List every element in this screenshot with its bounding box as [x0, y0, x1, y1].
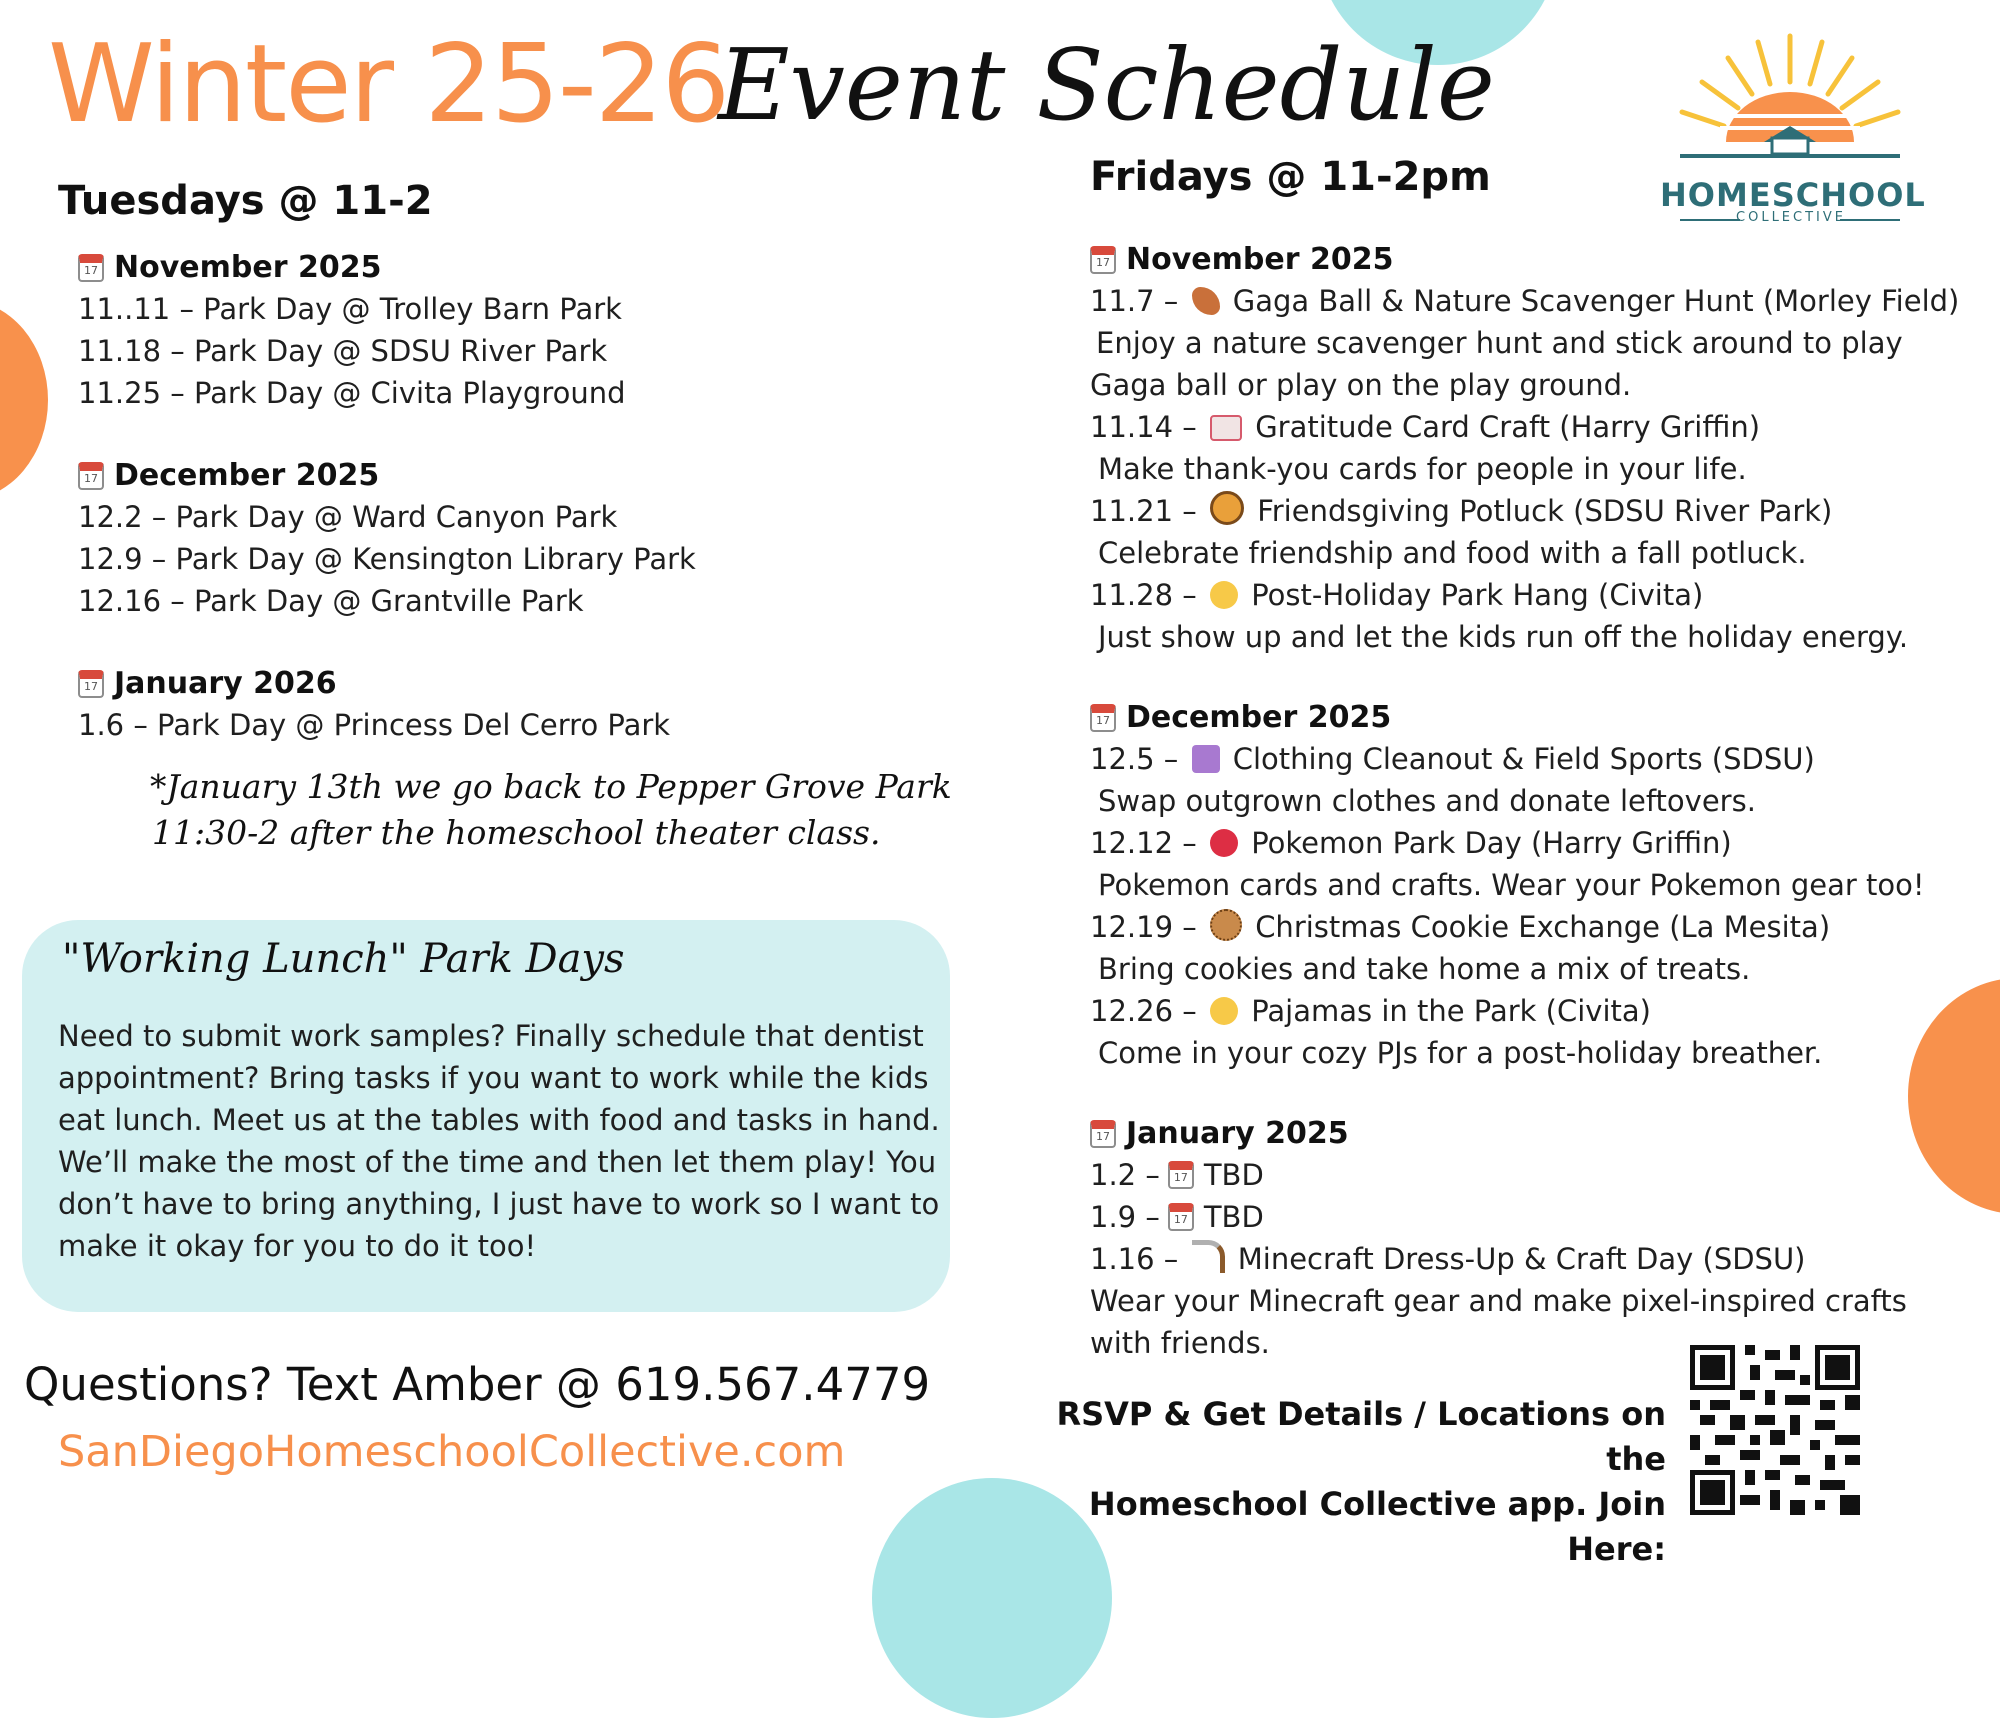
- fri-month-january: [1090, 1116, 1349, 1151]
- event-date: 11.21 –: [1090, 494, 1197, 528]
- event-item: [1090, 490, 1832, 532]
- tuesdays-heading: Tuesdays @ 11-2: [58, 178, 433, 224]
- leaves-icon: [1192, 287, 1220, 315]
- event-date: 1.9 –: [1090, 1200, 1160, 1234]
- event-title: Post-Holiday Park Hang (Civita): [1251, 578, 1704, 612]
- event-title: TBD: [1203, 1158, 1264, 1192]
- logo-wordmark: HOMESCHOOL: [1660, 176, 1926, 214]
- fri-month-december: [1090, 700, 1391, 735]
- decor-circle-left-orange: [0, 300, 48, 500]
- event-item: [1090, 990, 1651, 1032]
- event-description: Celebrate friendship and food with a fall potluck.: [1098, 536, 1807, 570]
- list-item: 12.9 – Park Day @ Kensington Library Park: [78, 542, 696, 576]
- event-description: Enjoy a nature scavenger hunt and stick around to play Gaga ball or play on the play ground.: [1090, 326, 1903, 402]
- cookie-icon: [1210, 909, 1242, 941]
- decor-circle-right-orange: [1908, 978, 2000, 1214]
- event-title: Clothing Cleanout & Field Sports (SDSU): [1232, 742, 1815, 776]
- handwritten-note-line2: 11:30-2 after the homeschool theater class.: [152, 813, 881, 852]
- page-title-script: Event Schedule: [718, 29, 1495, 143]
- contact-questions: Questions? Text Amber @ 619.567.4779: [24, 1358, 931, 1411]
- event-item: [1090, 738, 1815, 780]
- event-description: Make thank-you cards for people in your life.: [1098, 452, 1747, 486]
- calendar-icon: 17: [1168, 1203, 1194, 1231]
- event-description: Just show up and let the kids run off the holiday energy.: [1098, 620, 1909, 654]
- relieved-face-icon: [1210, 581, 1238, 609]
- month-label: November 2025: [1126, 242, 1394, 277]
- month-label: December 2025: [1126, 700, 1392, 735]
- month-label: January 2025: [1126, 1116, 1349, 1151]
- event-description: Come in your cozy PJs for a post-holiday breather.: [1098, 1036, 1823, 1070]
- event-item: [1090, 906, 1830, 948]
- event-item: [1090, 1154, 1264, 1196]
- rsvp-text: [1030, 1392, 1666, 1572]
- event-item: [1090, 406, 1760, 448]
- pie-icon: [1210, 491, 1244, 525]
- working-lunch-title: "Working Lunch" Park Days: [62, 936, 625, 982]
- website-link[interactable]: SanDiegoHomeschoolCollective.com: [58, 1427, 846, 1477]
- event-description: Swap outgrown clothes and donate leftovers.: [1098, 784, 1756, 818]
- rsvp-line2: Homeschool Collective app. Join Here:: [1088, 1485, 1666, 1568]
- list-item: 11.18 – Park Day @ SDSU River Park: [78, 334, 608, 368]
- event-date: 11.7 –: [1090, 284, 1179, 318]
- list-item: 11.25 – Park Day @ Civita Playground: [78, 376, 626, 410]
- month-label: November 2025: [114, 250, 382, 285]
- tue-month-january: [78, 666, 337, 701]
- event-title: Gratitude Card Craft (Harry Griffin): [1255, 410, 1761, 444]
- calendar-icon: 17: [1168, 1161, 1194, 1189]
- pickaxe-icon: [1192, 1240, 1225, 1273]
- calendar-icon: 17: [78, 670, 104, 698]
- event-item: [1090, 574, 1703, 616]
- qr-code-icon[interactable]: [1690, 1345, 1860, 1515]
- red-circle-icon: [1210, 829, 1238, 857]
- event-date: 12.26 –: [1090, 994, 1197, 1028]
- event-date: 11.28 –: [1090, 578, 1197, 612]
- fri-month-november: [1090, 242, 1393, 277]
- tshirt-icon: [1192, 745, 1220, 773]
- page-title: Winter 25-26: [48, 22, 729, 147]
- calendar-icon: 17: [78, 254, 104, 282]
- envelope-heart-icon: [1210, 415, 1242, 441]
- event-date: 11.14 –: [1090, 410, 1197, 444]
- calendar-icon: 17: [1090, 704, 1116, 732]
- event-description: Wear your Minecraft gear and make pixel-inspired crafts with friends.: [1090, 1284, 1907, 1360]
- list-item: 11..11 – Park Day @ Trolley Barn Park: [78, 292, 622, 326]
- event-title: Friendsgiving Potluck (SDSU River Park): [1257, 494, 1833, 528]
- calendar-icon: 17: [1090, 246, 1116, 274]
- event-item: [1090, 822, 1732, 864]
- event-item: [1090, 280, 1959, 322]
- event-date: 12.12 –: [1090, 826, 1197, 860]
- event-title: Pajamas in the Park (Civita): [1251, 994, 1651, 1028]
- fridays-heading: Fridays @ 11-2pm: [1090, 154, 1491, 200]
- rsvp-line1: RSVP & Get Details / Locations on the: [1056, 1395, 1666, 1478]
- list-item: 12.16 – Park Day @ Grantville Park: [78, 584, 584, 618]
- tue-month-december: [78, 458, 379, 493]
- event-description: Pokemon cards and crafts. Wear your Pokemon gear too!: [1098, 868, 1925, 902]
- logo-subtitle: COLLECTIVE: [1736, 210, 1846, 225]
- event-title: TBD: [1203, 1200, 1264, 1234]
- event-item: [1090, 1238, 1806, 1280]
- event-description: Bring cookies and take home a mix of treats.: [1098, 952, 1751, 986]
- calendar-icon: 17: [78, 462, 104, 490]
- event-item: [1090, 1196, 1264, 1238]
- event-date: 12.19 –: [1090, 910, 1197, 944]
- working-lunch-body: Need to submit work samples? Finally schedule that dentist appointment? Bring tasks if you want to work while the kids eat lunch. Meet us at the tables with food and tasks in hand. We’ll make the most of the time and then let them play! You don’t have to bring anything, I just have to work so I want to make it okay for you to do it too!: [58, 1019, 940, 1263]
- month-label: January 2026: [114, 666, 337, 701]
- tue-month-november: [78, 250, 381, 285]
- calendar-icon: 17: [1090, 1120, 1116, 1148]
- handwritten-note-line1: *January 13th we go back to Pepper Grove Park: [150, 767, 952, 806]
- sleeping-face-icon: [1210, 997, 1238, 1025]
- month-label: December 2025: [114, 458, 380, 493]
- event-title: Minecraft Dress-Up & Craft Day (SDSU): [1237, 1242, 1806, 1276]
- event-date: 12.5 –: [1090, 742, 1179, 776]
- list-item: 12.2 – Park Day @ Ward Canyon Park: [78, 500, 618, 534]
- event-date: 1.16 –: [1090, 1242, 1179, 1276]
- event-title: Gaga Ball & Nature Scavenger Hunt (Morley Field): [1232, 284, 1960, 318]
- event-title: Pokemon Park Day (Harry Griffin): [1251, 826, 1732, 860]
- event-date: 1.2 –: [1090, 1158, 1160, 1192]
- list-item: 1.6 – Park Day @ Princess Del Cerro Park: [78, 708, 671, 742]
- event-title: Christmas Cookie Exchange (La Mesita): [1255, 910, 1831, 944]
